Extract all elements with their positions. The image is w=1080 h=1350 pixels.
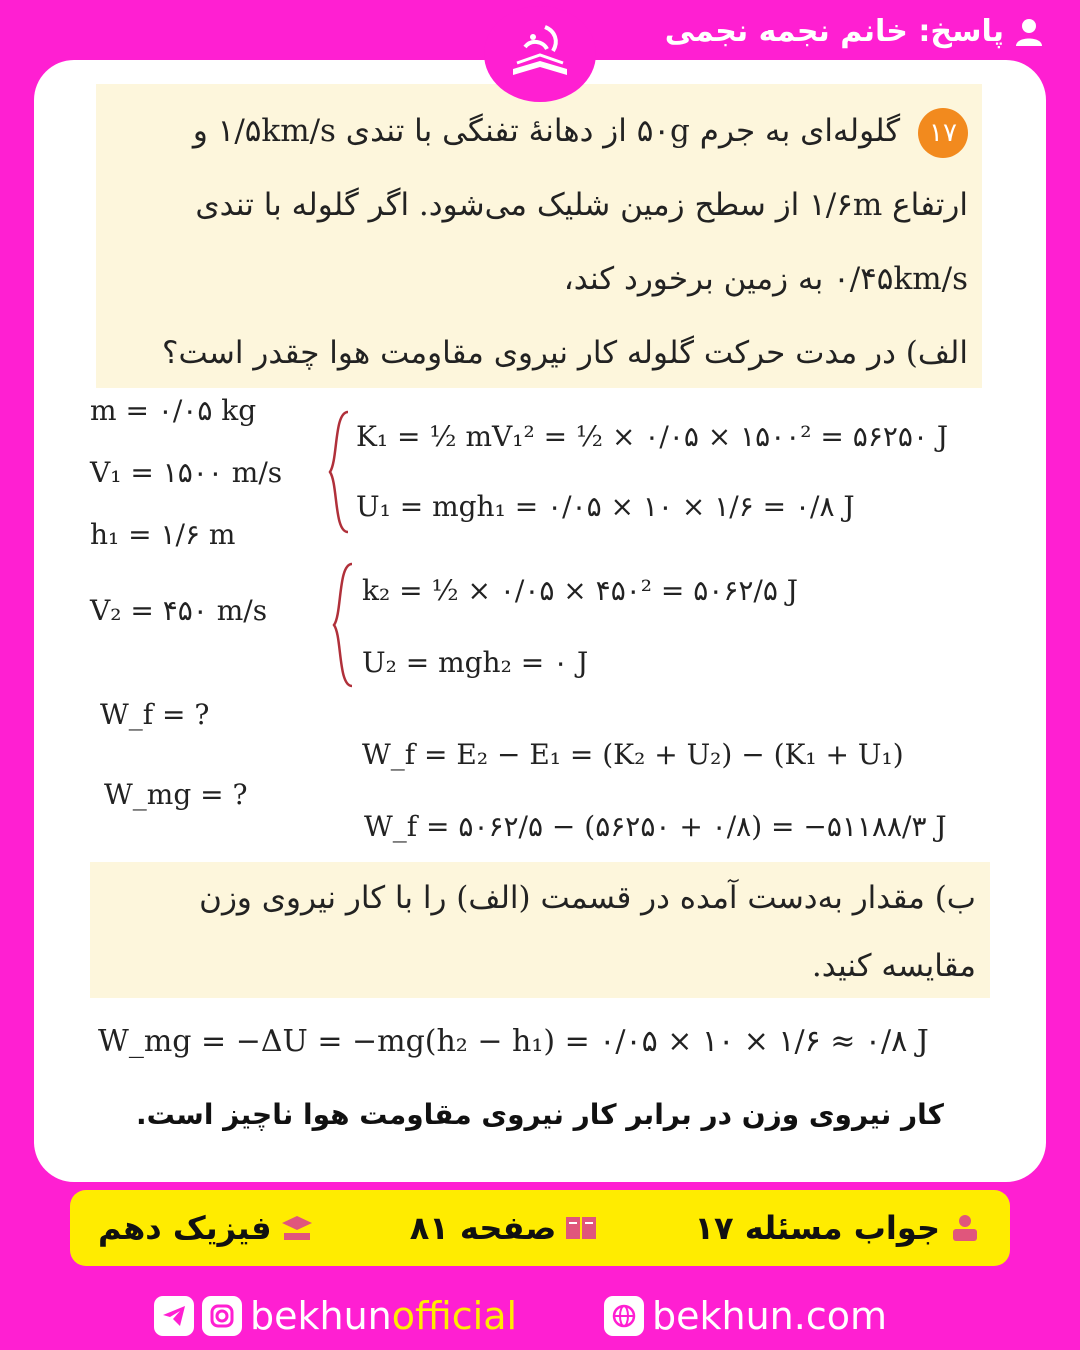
social-handle[interactable]: bekhunofficial	[154, 1294, 517, 1338]
brace-final	[330, 562, 356, 688]
info-answer: جواب مسئله ۱۷	[695, 1209, 983, 1247]
question-part-b-line-1: ب) مقدار به‌دست آمده در قسمت (الف) را با کار نیروی وزن	[199, 880, 976, 916]
answer-author-text: پاسخ: خانم نجمه نجمی	[664, 14, 1004, 49]
eq-u2: U₂ = mgh₂ = ۰ J	[362, 646, 589, 679]
question-part-b-box	[90, 862, 990, 998]
question-part-b-line-2: مقایسه کنید.	[811, 948, 976, 984]
user-icon	[1014, 17, 1044, 47]
info-bar	[70, 1190, 1010, 1266]
globe-icon	[604, 1296, 644, 1336]
teacher-icon	[948, 1213, 982, 1243]
question-line-3: ۰/۴۵km/s به زمین برخورد کند،	[563, 261, 968, 297]
given-mass: m = ۰/۰۵ kg	[90, 394, 257, 427]
website-link[interactable]: bekhun.com	[604, 1294, 887, 1338]
info-page: صفحه ۸۱	[410, 1209, 599, 1247]
question-line-2: ارتفاع ۱/۶m از سطح زمین شلیک می‌شود. اگر گلوله با تندی	[195, 187, 968, 223]
unknown-wmg: W_mg = ?	[104, 778, 248, 811]
book-logo-icon	[503, 17, 577, 91]
eq-k2: k₂ = ½ × ۰/۰۵ × ۴۵۰² = ۵۰۶۲/۵ J	[362, 574, 799, 607]
given-v1: V₁ = ۱۵۰۰ m/s	[90, 456, 283, 489]
telegram-icon	[154, 1296, 194, 1336]
graduation-cap-icon	[280, 1213, 314, 1243]
question-number-badge: ۱۷	[918, 108, 968, 158]
given-h1: h₁ = ۱/۶ m	[90, 518, 236, 551]
question-part-a: الف) در مدت حرکت گلوله کار نیروی مقاومت هوا چقدر است؟	[162, 335, 968, 371]
eq-u1: U₁ = mgh₁ = ۰/۰۵ × ۱۰ × ۱/۶ = ۰/۸ J	[356, 490, 855, 523]
brand-logo	[484, 6, 596, 102]
answer-author	[665, 14, 1044, 49]
eq-wf-definition: W_f = E₂ − E₁ = (K₂ + U₂) − (K₁ + U₁)	[362, 738, 904, 771]
open-book-icon	[564, 1213, 598, 1243]
brace-initial	[326, 410, 352, 534]
question-box	[96, 84, 982, 388]
social-bar	[0, 1294, 1080, 1342]
eq-wf-result: W_f = ۵۰۶۲/۵ − (۵۶۲۵۰ + ۰/۸) = −۵۱۱۸۸/۳ J	[364, 810, 947, 843]
eq-k1: K₁ = ½ mV₁² = ½ × ۰/۰۵ × ۱۵۰۰² = ۵۶۲۵۰ J	[356, 420, 949, 453]
question-line-1: ۱۷ گلوله‌ای به جرم ۵۰g از دهانهٔ تفنگی با تندی ۱/۵km/s و	[110, 94, 968, 168]
conclusion-text: کار نیروی وزن در برابر کار نیروی مقاومت هوا ناچیز است.	[136, 1098, 944, 1131]
instagram-icon	[202, 1296, 242, 1336]
given-v2: V₂ = ۴۵۰ m/s	[90, 594, 268, 627]
info-book: فیزیک دهم	[98, 1209, 314, 1247]
eq-wmg: W_mg = −ΔU = −mg(h₂ − h₁) = ۰/۰۵ × ۱۰ × ۱/۶ ≈ ۰/۸ J	[98, 1024, 929, 1059]
unknown-wf: W_f = ?	[100, 698, 210, 731]
